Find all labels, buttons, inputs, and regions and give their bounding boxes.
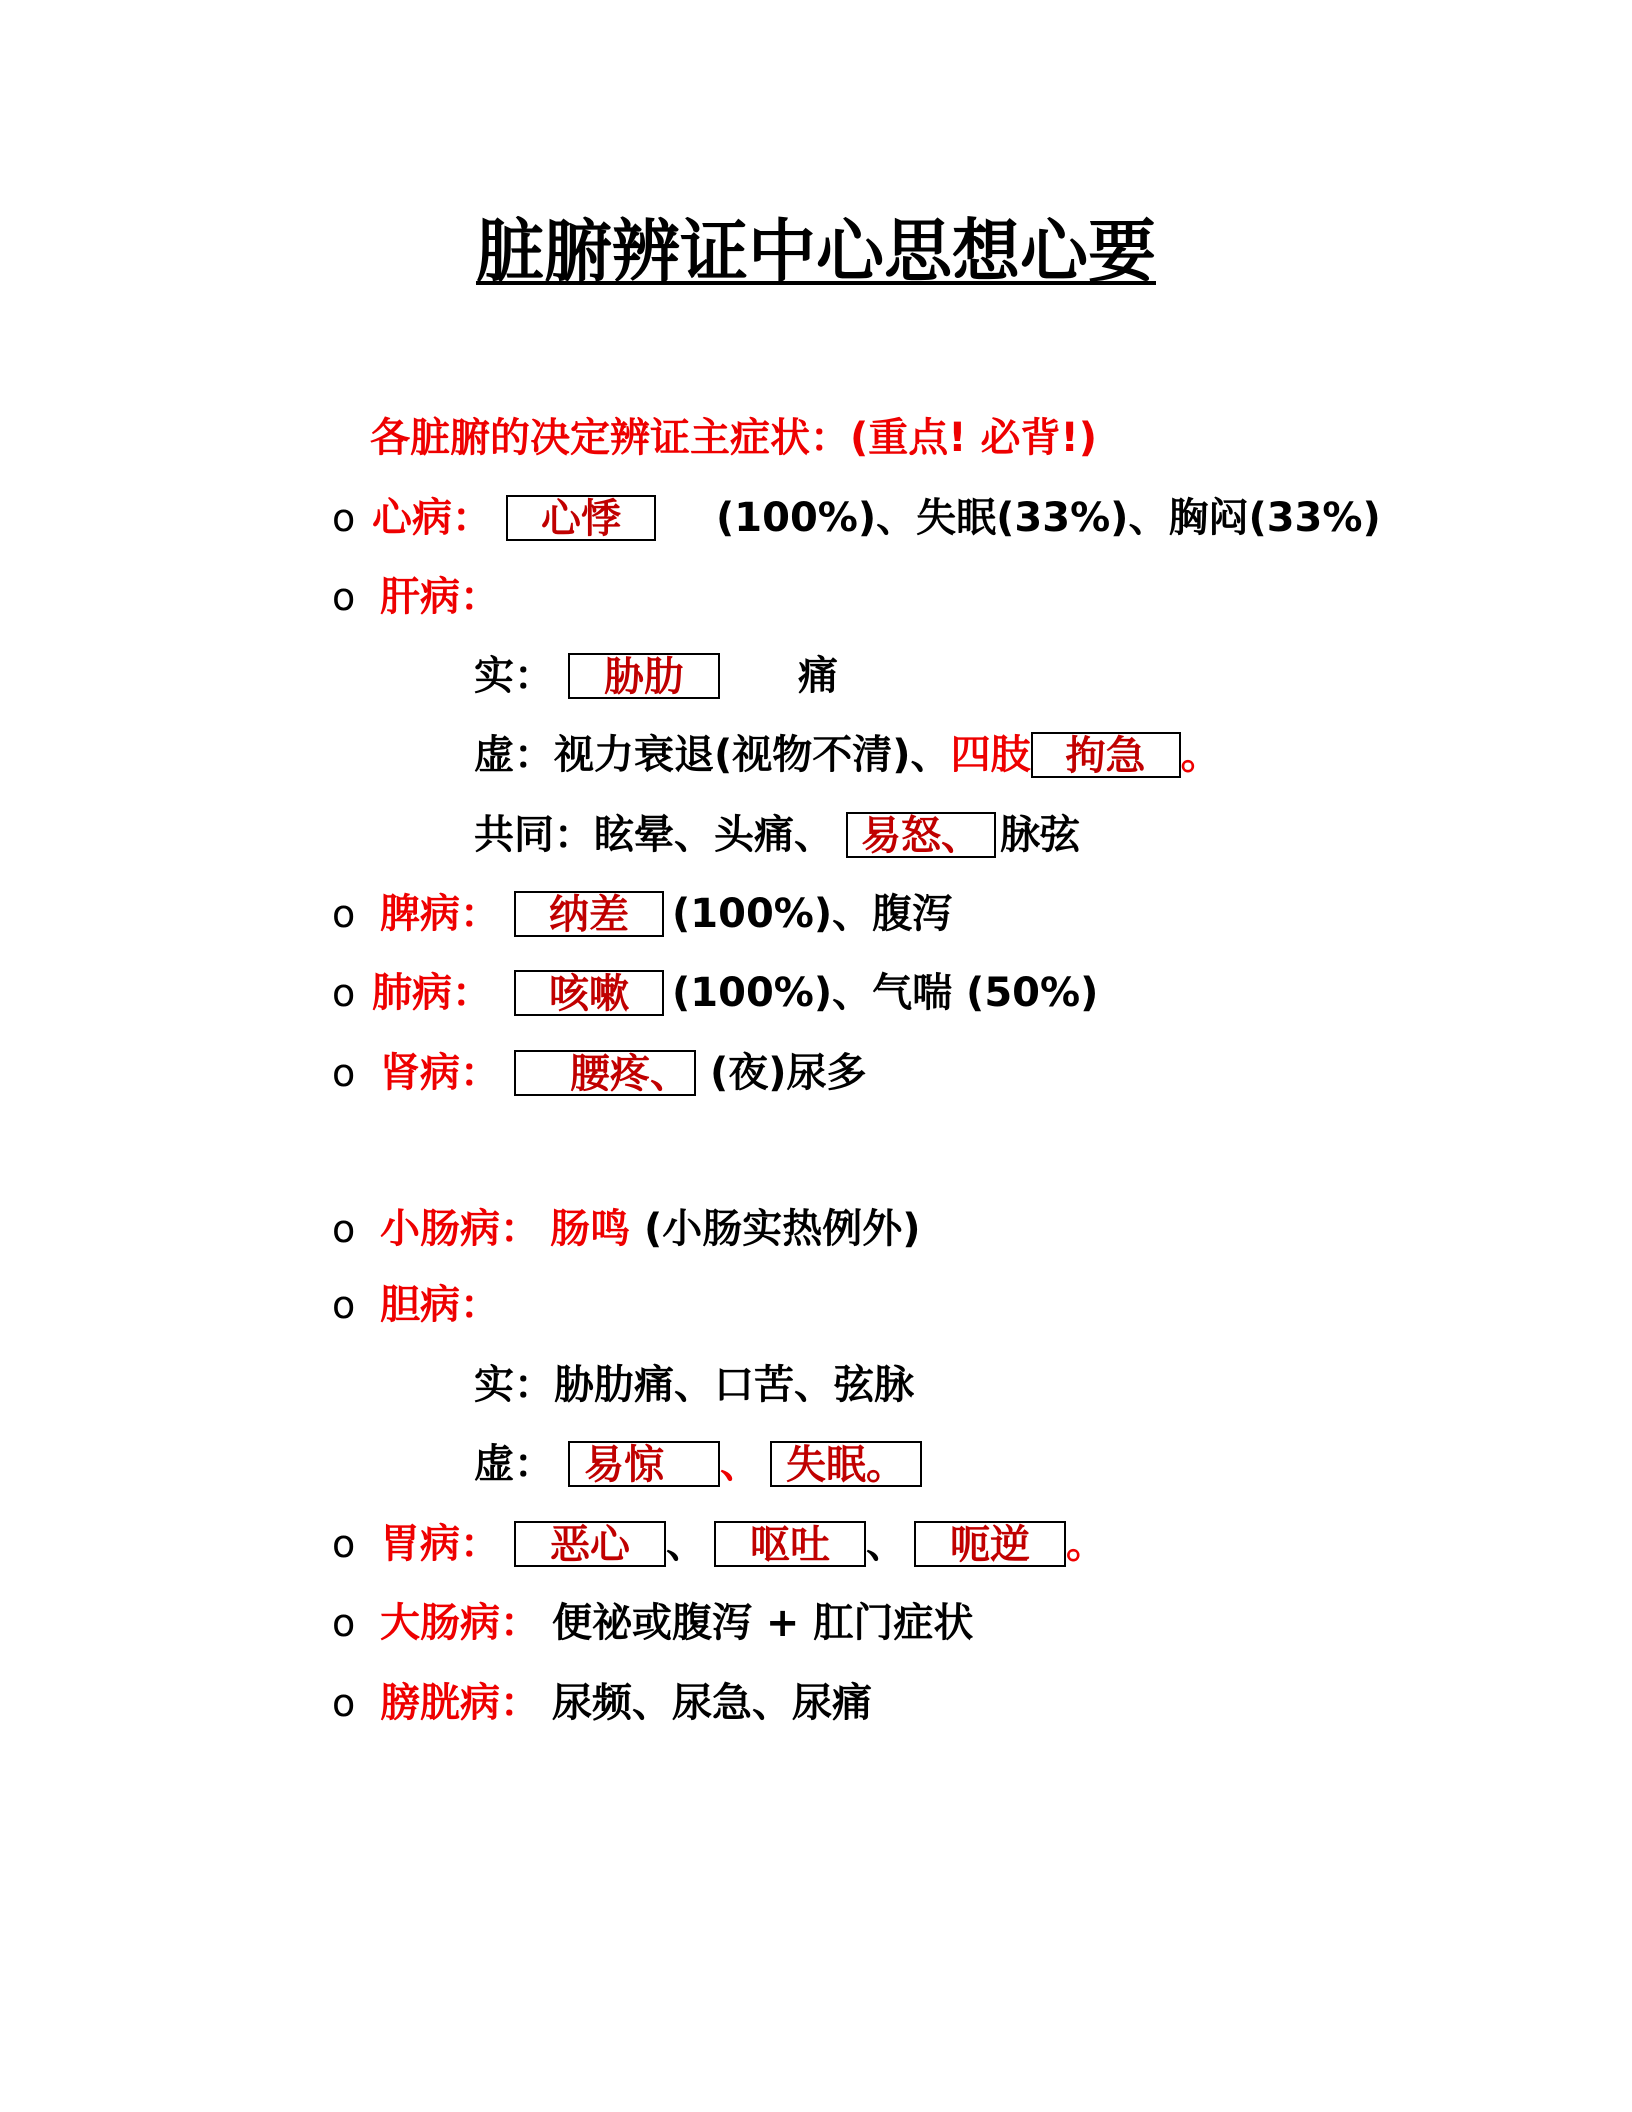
heart-line bbox=[372, 488, 1381, 548]
gallbladder-label: 胆病： bbox=[380, 1282, 500, 1328]
liver-common-text: 眩晕、头痛、 bbox=[594, 812, 834, 858]
kidney-rest: (夜)尿多 bbox=[710, 1050, 867, 1096]
stomach-box2: 呕吐 bbox=[714, 1521, 866, 1567]
liver-xu-box: 拘急 bbox=[1031, 732, 1181, 778]
lung-label: 肺病： bbox=[372, 970, 492, 1016]
bladder-rest: 尿频、尿急、尿痛 bbox=[552, 1680, 872, 1726]
liver-shi-box: 胁肋 bbox=[568, 653, 720, 699]
lung-rest: (100%)、气喘 (50%) bbox=[672, 970, 1099, 1016]
spleen-label: 脾病： bbox=[380, 891, 500, 937]
bullet-icon: o bbox=[332, 971, 356, 1015]
kidney-box: 腰疼、 bbox=[514, 1050, 696, 1096]
bladder-label: 膀胱病： bbox=[380, 1680, 540, 1726]
lung-box: 咳嗽 bbox=[514, 970, 664, 1016]
liver-xu-end: 。 bbox=[1180, 732, 1221, 778]
liver-common-box: 易怒、 bbox=[846, 812, 996, 858]
bullet-icon: o bbox=[332, 575, 356, 619]
liver-xu-label: 虚： bbox=[474, 732, 554, 778]
bullet-icon: o bbox=[332, 1601, 356, 1645]
stomach-end: 。 bbox=[1066, 1521, 1106, 1567]
gallbladder-shi-line bbox=[474, 1355, 914, 1415]
liver-common-rest: 脉弦 bbox=[1000, 812, 1080, 858]
liver-xu-line bbox=[474, 725, 1221, 785]
bullet-icon: o bbox=[332, 1051, 356, 1095]
gallbladder-xu-box1: 易惊 bbox=[568, 1441, 720, 1487]
gallbladder-line bbox=[380, 1275, 500, 1335]
gallbladder-shi-label: 实： bbox=[474, 1362, 554, 1408]
bladder-line bbox=[380, 1673, 872, 1733]
stomach-line bbox=[380, 1514, 1106, 1574]
liver-common-line bbox=[474, 805, 1080, 865]
spleen-box: 纳差 bbox=[514, 891, 664, 937]
stomach-box1: 恶心 bbox=[514, 1521, 666, 1567]
page-title: 脏腑辨证中心思想心要 bbox=[475, 213, 1156, 292]
heart-key-symptom-box: 心悸 bbox=[506, 495, 656, 541]
liver-shi-rest: 痛 bbox=[798, 653, 838, 699]
stomach-sep2: 、 bbox=[866, 1521, 906, 1567]
small-intestine-rest: (小肠实热例外) bbox=[644, 1206, 921, 1252]
small-intestine-red: 肠鸣 bbox=[550, 1206, 630, 1252]
liver-xu-text: 视力衰退(视物不清)、 bbox=[554, 732, 951, 778]
gallbladder-shi-text: 胁肋痛、口苦、弦脉 bbox=[554, 1362, 914, 1408]
stomach-label: 胃病： bbox=[380, 1521, 500, 1567]
liver-common-label: 共同： bbox=[474, 812, 594, 858]
small-intestine-label: 小肠病： bbox=[380, 1206, 540, 1252]
large-intestine-rest: 便祕或腹泻 + 肛门症状 bbox=[552, 1600, 974, 1646]
bullet-icon: o bbox=[332, 496, 356, 540]
bullet-icon: o bbox=[332, 1207, 356, 1251]
intro-line: 各脏腑的决定辨证主症状：(重点! 必背!) bbox=[370, 415, 1097, 461]
kidney-line bbox=[380, 1043, 867, 1103]
kidney-label: 肾病： bbox=[380, 1050, 500, 1096]
large-intestine-label: 大肠病： bbox=[380, 1600, 540, 1646]
lung-line bbox=[372, 963, 1098, 1023]
gallbladder-xu-box2: 失眠。 bbox=[770, 1441, 922, 1487]
liver-label: 肝病： bbox=[380, 574, 500, 620]
gallbladder-xu-label: 虚： bbox=[474, 1441, 554, 1487]
liver-line bbox=[380, 567, 500, 627]
bullet-icon: o bbox=[332, 892, 356, 936]
stomach-sep1: 、 bbox=[666, 1521, 706, 1567]
bullet-icon: o bbox=[332, 1283, 356, 1327]
spleen-line bbox=[380, 884, 952, 944]
bullet-icon: o bbox=[332, 1681, 356, 1725]
heart-label: 心病： bbox=[372, 495, 492, 541]
gallbladder-xu-line bbox=[474, 1434, 922, 1494]
large-intestine-line bbox=[380, 1593, 973, 1653]
heart-rest: (100%)、失眠(33%)、胸闷(33%) bbox=[716, 495, 1381, 541]
bullet-icon: o bbox=[332, 1522, 356, 1566]
small-intestine-line bbox=[380, 1199, 921, 1259]
stomach-box3: 呃逆 bbox=[914, 1521, 1066, 1567]
liver-xu-red: 四肢 bbox=[950, 732, 1031, 778]
spleen-rest: (100%)、腹泻 bbox=[672, 891, 953, 937]
gallbladder-xu-sep: 、 bbox=[720, 1441, 760, 1487]
liver-shi-line bbox=[474, 646, 838, 706]
liver-shi-label: 实： bbox=[474, 653, 554, 699]
